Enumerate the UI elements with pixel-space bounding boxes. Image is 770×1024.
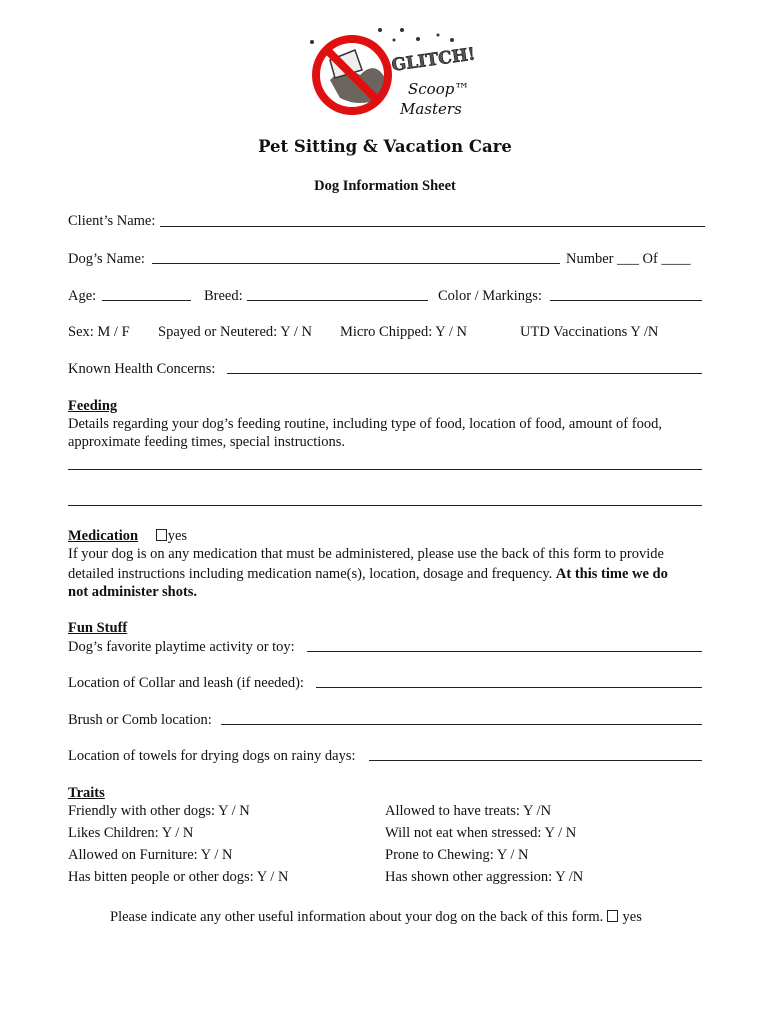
breed-label: Breed: (204, 288, 243, 304)
towels-label: Location of towels for drying dogs on rainy days: (68, 748, 356, 764)
color-label: Color / Markings: (438, 288, 542, 304)
company-logo (300, 20, 480, 125)
checkbox-icon (607, 910, 618, 922)
checkbox-label: yes (167, 528, 188, 544)
spayed-field[interactable]: Spayed or Neutered: Y / N (158, 324, 312, 340)
medication-warning: At this time we do (555, 566, 668, 582)
traits-heading: Traits (68, 785, 105, 801)
feeding-field-2[interactable] (68, 505, 702, 506)
towels-field[interactable] (369, 760, 702, 761)
fun-heading: Fun Stuff (68, 620, 128, 636)
trait-item[interactable]: Has bitten people or other dogs: Y / N (68, 869, 289, 885)
feeding-text-1: Details regarding your dog’s feeding routine, including type of food, location of food, amount of food, (68, 416, 662, 432)
logo-line1: Scoop™ (408, 80, 470, 98)
medication-yes-checkbox[interactable] (156, 528, 187, 544)
logo-line2: Masters (400, 100, 462, 118)
feeding-field-1[interactable] (68, 469, 702, 470)
feeding-heading: Feeding (68, 398, 118, 414)
medication-warning-2: not administer shots. (68, 584, 198, 600)
sex-field[interactable]: Sex: M / F (68, 324, 130, 340)
client-name-field[interactable] (160, 226, 705, 227)
collar-field[interactable] (316, 687, 702, 688)
client-name-label: Client’s Name: (68, 213, 156, 229)
medication-heading: Medication (68, 528, 139, 544)
breed-field[interactable] (247, 300, 428, 301)
health-field[interactable] (227, 373, 702, 374)
vaccinations-field[interactable]: UTD Vaccinations Y /N (520, 324, 659, 340)
trait-item[interactable]: Has shown other aggression: Y /N (385, 869, 584, 885)
trait-item[interactable]: Allowed on Furniture: Y / N (68, 847, 233, 863)
sheet-subtitle: Dog Information Sheet (314, 178, 456, 194)
footer-yes-checkbox[interactable] (607, 909, 642, 925)
brush-label: Brush or Comb location: (68, 712, 212, 728)
medication-text-2: detailed instructions including medication name(s), location, dosage and frequency. (68, 566, 553, 582)
dog-name-label: Dog’s Name: (68, 251, 145, 267)
brush-field[interactable] (221, 724, 702, 725)
medication-text-1: If your dog is on any medication that must be administered, please use the back of this form to provide (68, 546, 664, 562)
age-label: Age: (68, 288, 97, 304)
page-title: Pet Sitting & Vacation Care (258, 137, 512, 156)
number-of-field[interactable]: Number ___ Of ____ (566, 251, 691, 267)
footer-text: Please indicate any other useful information about your dog on the back of this form. (110, 909, 604, 925)
logo-brand-text: GLITCH! (390, 44, 477, 76)
favorite-label: Dog’s favorite playtime activity or toy: (68, 639, 295, 655)
collar-label: Location of Collar and leash (if needed): (68, 675, 304, 691)
chipped-field[interactable]: Micro Chipped: Y / N (340, 324, 467, 340)
color-field[interactable] (550, 300, 702, 301)
trait-item[interactable]: Will not eat when stressed: Y / N (385, 825, 577, 841)
age-field[interactable] (102, 300, 191, 301)
trait-item[interactable]: Friendly with other dogs: Y / N (68, 803, 250, 819)
trait-item[interactable]: Prone to Chewing: Y / N (385, 847, 529, 863)
favorite-field[interactable] (307, 651, 702, 652)
checkbox-icon (156, 529, 167, 541)
trait-item[interactable]: Allowed to have treats: Y /N (385, 803, 552, 819)
checkbox-label: yes (622, 909, 642, 925)
dog-name-field[interactable] (152, 263, 560, 264)
trait-item[interactable]: Likes Children: Y / N (68, 825, 194, 841)
health-label: Known Health Concerns: (68, 361, 216, 377)
feeding-text-2: approximate feeding times, special instructions. (68, 434, 346, 450)
